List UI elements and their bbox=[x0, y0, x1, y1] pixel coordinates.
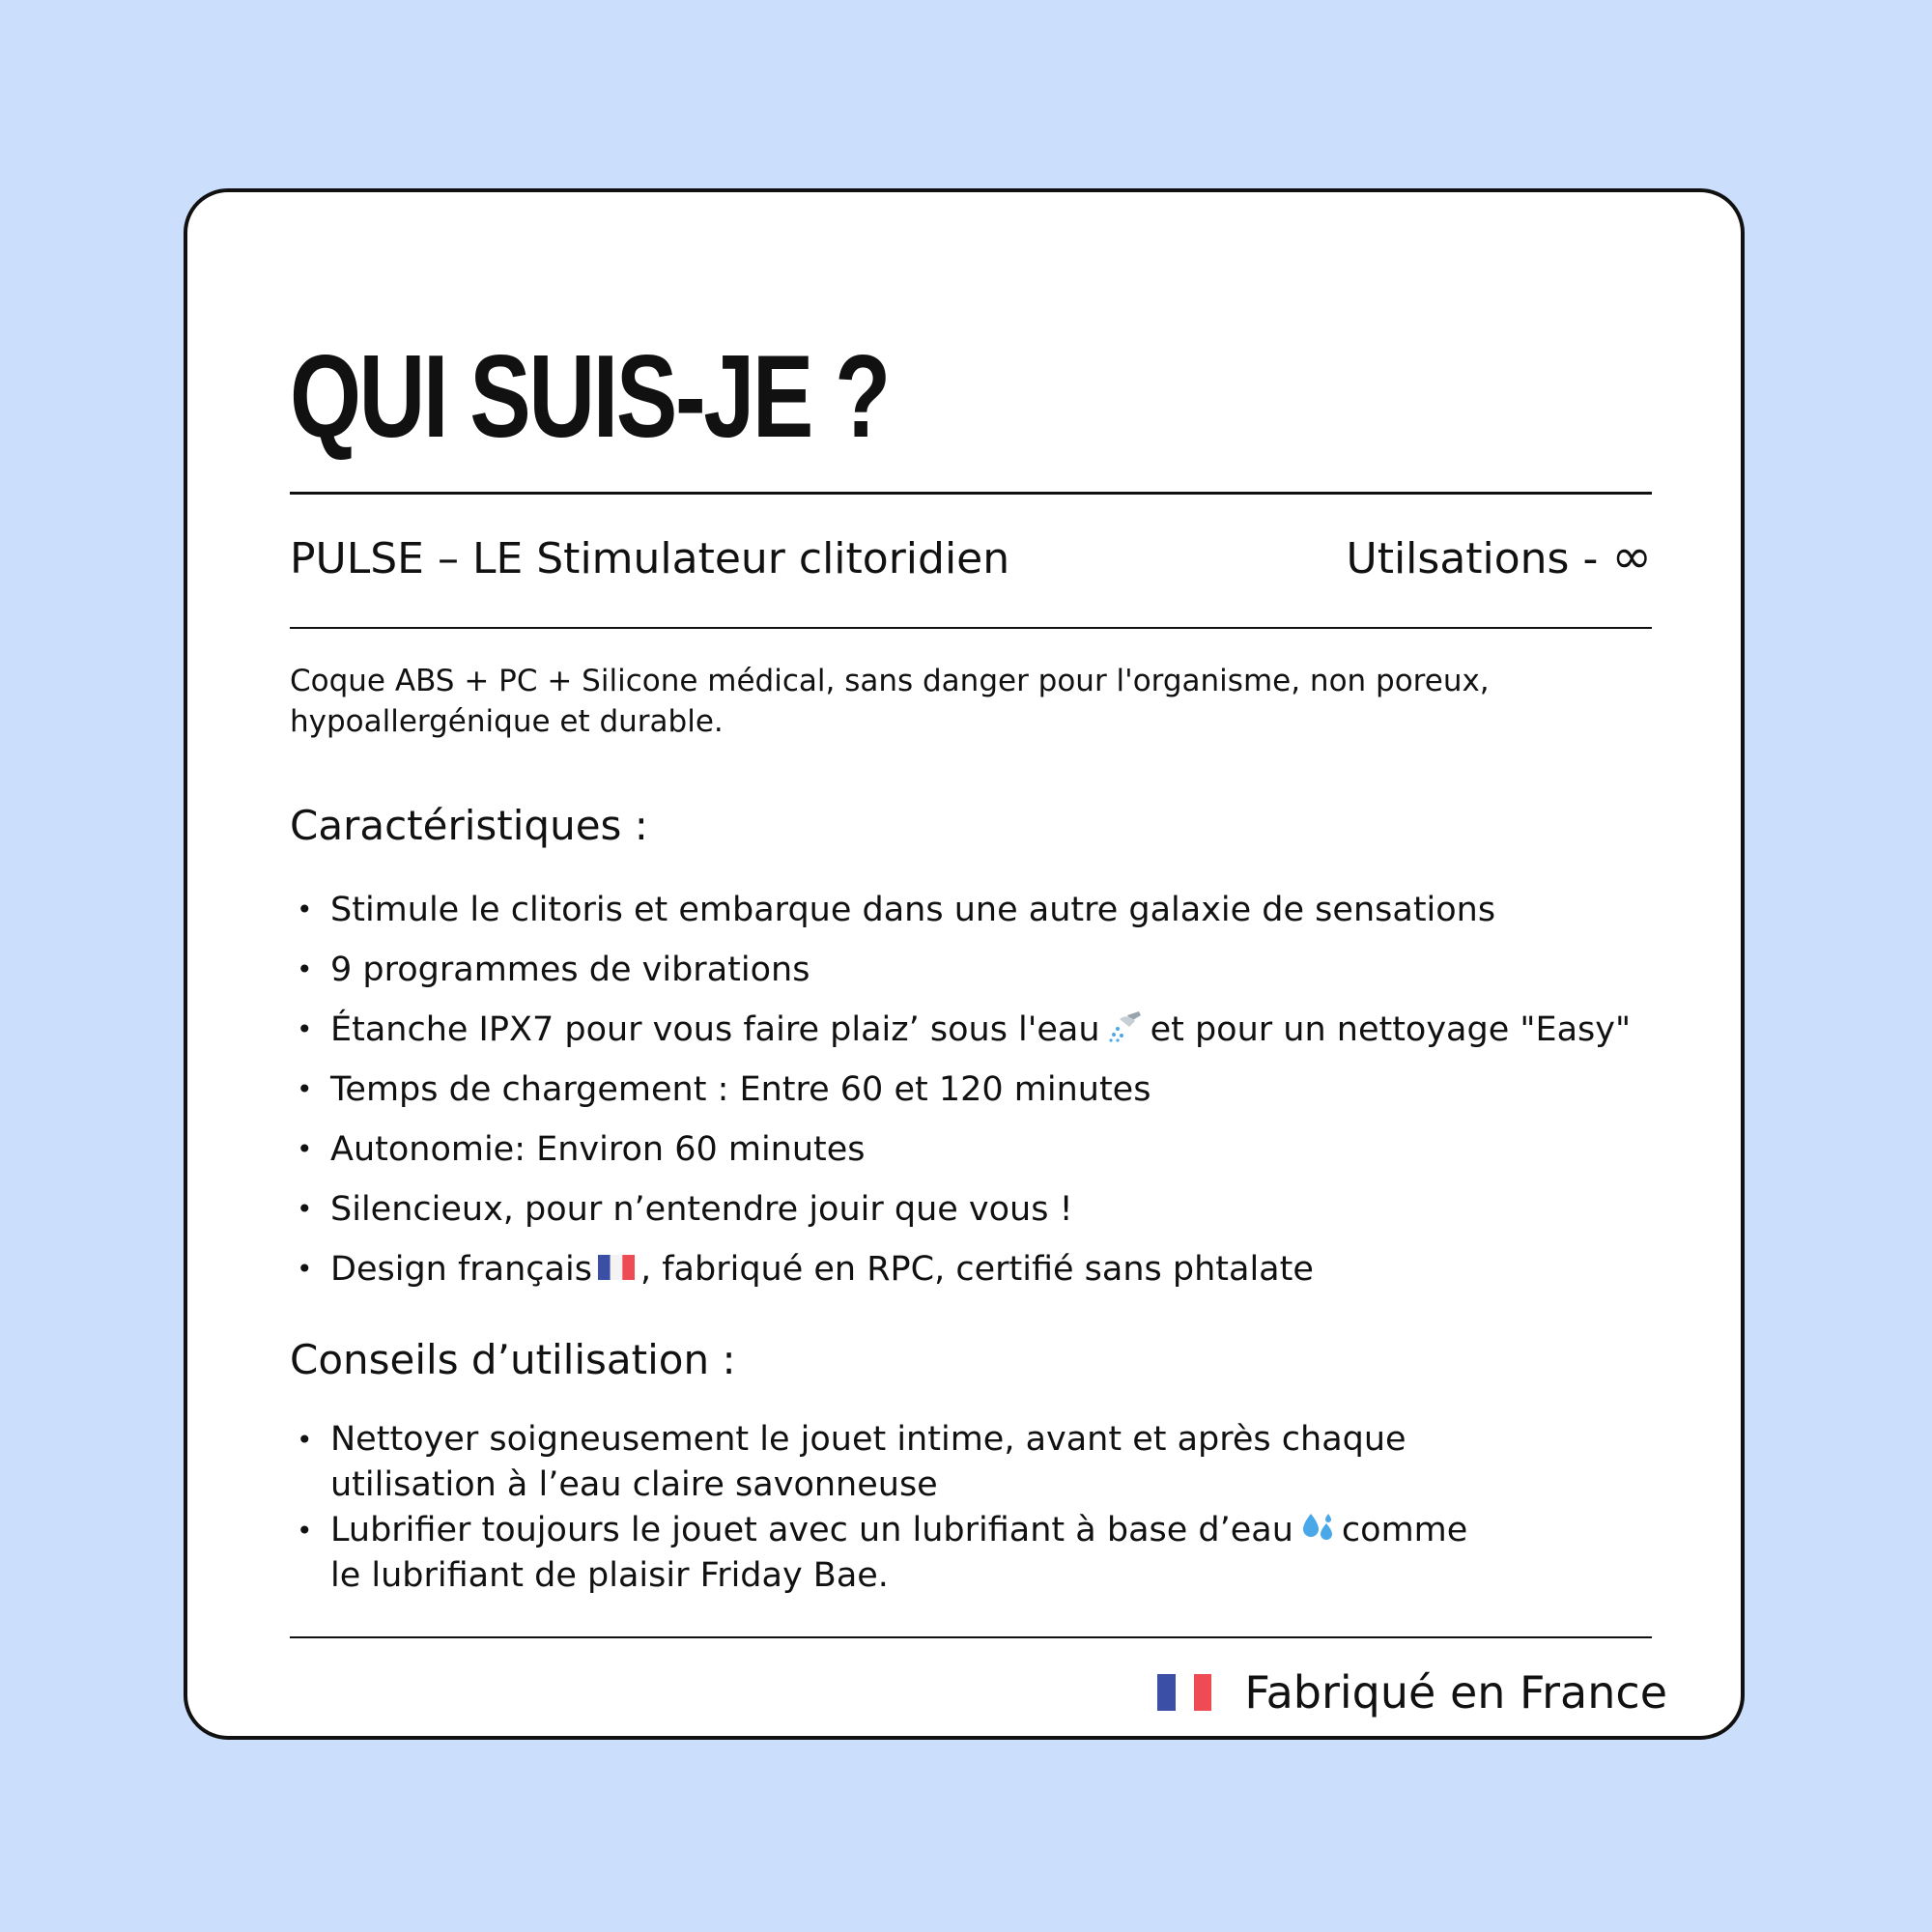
feature-text: Autonomie: Environ 60 minutes bbox=[330, 1130, 866, 1169]
bullet-icon: • bbox=[297, 1013, 313, 1045]
french-flag-icon bbox=[1157, 1674, 1211, 1711]
list-item bbox=[290, 1239, 1631, 1299]
french-flag-emoji-icon bbox=[598, 1255, 635, 1280]
usage-label: Utilsations - bbox=[1346, 534, 1612, 583]
feature-text: Stimule le clitoris et embarque dans une autre galaxie de sensations bbox=[330, 891, 1496, 929]
advice-heading: Conseils d’utilisation : bbox=[290, 1336, 736, 1383]
product-card bbox=[184, 188, 1745, 1740]
feature-text: Design français bbox=[330, 1250, 592, 1289]
features-heading: Caractéristiques : bbox=[290, 802, 648, 849]
sweat-droplets-emoji-icon bbox=[1299, 1512, 1336, 1543]
feature-text: Temps de chargement : Entre 60 et 120 minutes bbox=[330, 1070, 1151, 1109]
product-header bbox=[290, 530, 1652, 583]
feature-text: Silencieux, pour n’entendre jouir que vous ! bbox=[330, 1190, 1073, 1229]
bullet-icon: • bbox=[297, 1133, 313, 1165]
product-name: PULSE – LE Stimulateur clitoridien bbox=[290, 534, 1010, 583]
bullet-icon: • bbox=[297, 953, 313, 985]
list-item bbox=[290, 1120, 1631, 1179]
list-item bbox=[290, 1060, 1631, 1120]
bullet-icon: • bbox=[297, 1073, 313, 1105]
shower-emoji-icon bbox=[1106, 1009, 1145, 1042]
divider-middle bbox=[290, 627, 1652, 629]
list-item bbox=[290, 880, 1631, 940]
list-item bbox=[290, 1508, 1467, 1599]
feature-text: , fabriqué en RPC, certifié sans phtalate bbox=[639, 1250, 1314, 1289]
feature-text: 9 programmes de vibrations bbox=[330, 951, 810, 989]
list-item bbox=[290, 940, 1631, 1000]
made-in-france-badge bbox=[1157, 1666, 1667, 1719]
divider-top bbox=[290, 492, 1652, 495]
material-description: Coque ABS + PC + Silicone médical, sans danger pour l'organisme, non poreux, hypoallergénique et durable. bbox=[290, 664, 1490, 739]
feature-text: et pour un nettoyage "Easy" bbox=[1150, 1010, 1632, 1049]
infinity-value: ∞ bbox=[1611, 528, 1652, 584]
advice-text: Lubrifier toujours le jouet avec un lubrifiant à base d’eau bbox=[330, 1511, 1293, 1549]
features-list bbox=[290, 880, 1631, 1299]
usage-info bbox=[1346, 530, 1652, 583]
feature-text: Étanche IPX7 pour vous faire plaiz’ sous l'eau bbox=[330, 1010, 1100, 1049]
advice-text: utilisation à l’eau claire savonneuse bbox=[330, 1465, 938, 1504]
advice-text: Nettoyer soigneusement le jouet intime, avant et après chaque bbox=[330, 1420, 1406, 1459]
list-item bbox=[290, 1179, 1631, 1239]
page-title: QUI SUIS-JE ? bbox=[290, 330, 889, 462]
list-item bbox=[290, 1000, 1631, 1060]
made-in-label: Fabriqué en France bbox=[1244, 1666, 1667, 1719]
list-item bbox=[290, 1417, 1467, 1508]
divider-bottom bbox=[290, 1636, 1652, 1638]
bullet-icon: • bbox=[297, 1253, 313, 1285]
bullet-icon: • bbox=[297, 1515, 313, 1547]
advice-text: le lubrifiant de plaisir Friday Bae. bbox=[330, 1556, 889, 1595]
bullet-icon: • bbox=[297, 1193, 313, 1225]
advice-list bbox=[290, 1417, 1467, 1599]
bullet-icon: • bbox=[297, 1424, 313, 1456]
advice-text: comme bbox=[1341, 1511, 1468, 1549]
bullet-icon: • bbox=[297, 894, 313, 925]
